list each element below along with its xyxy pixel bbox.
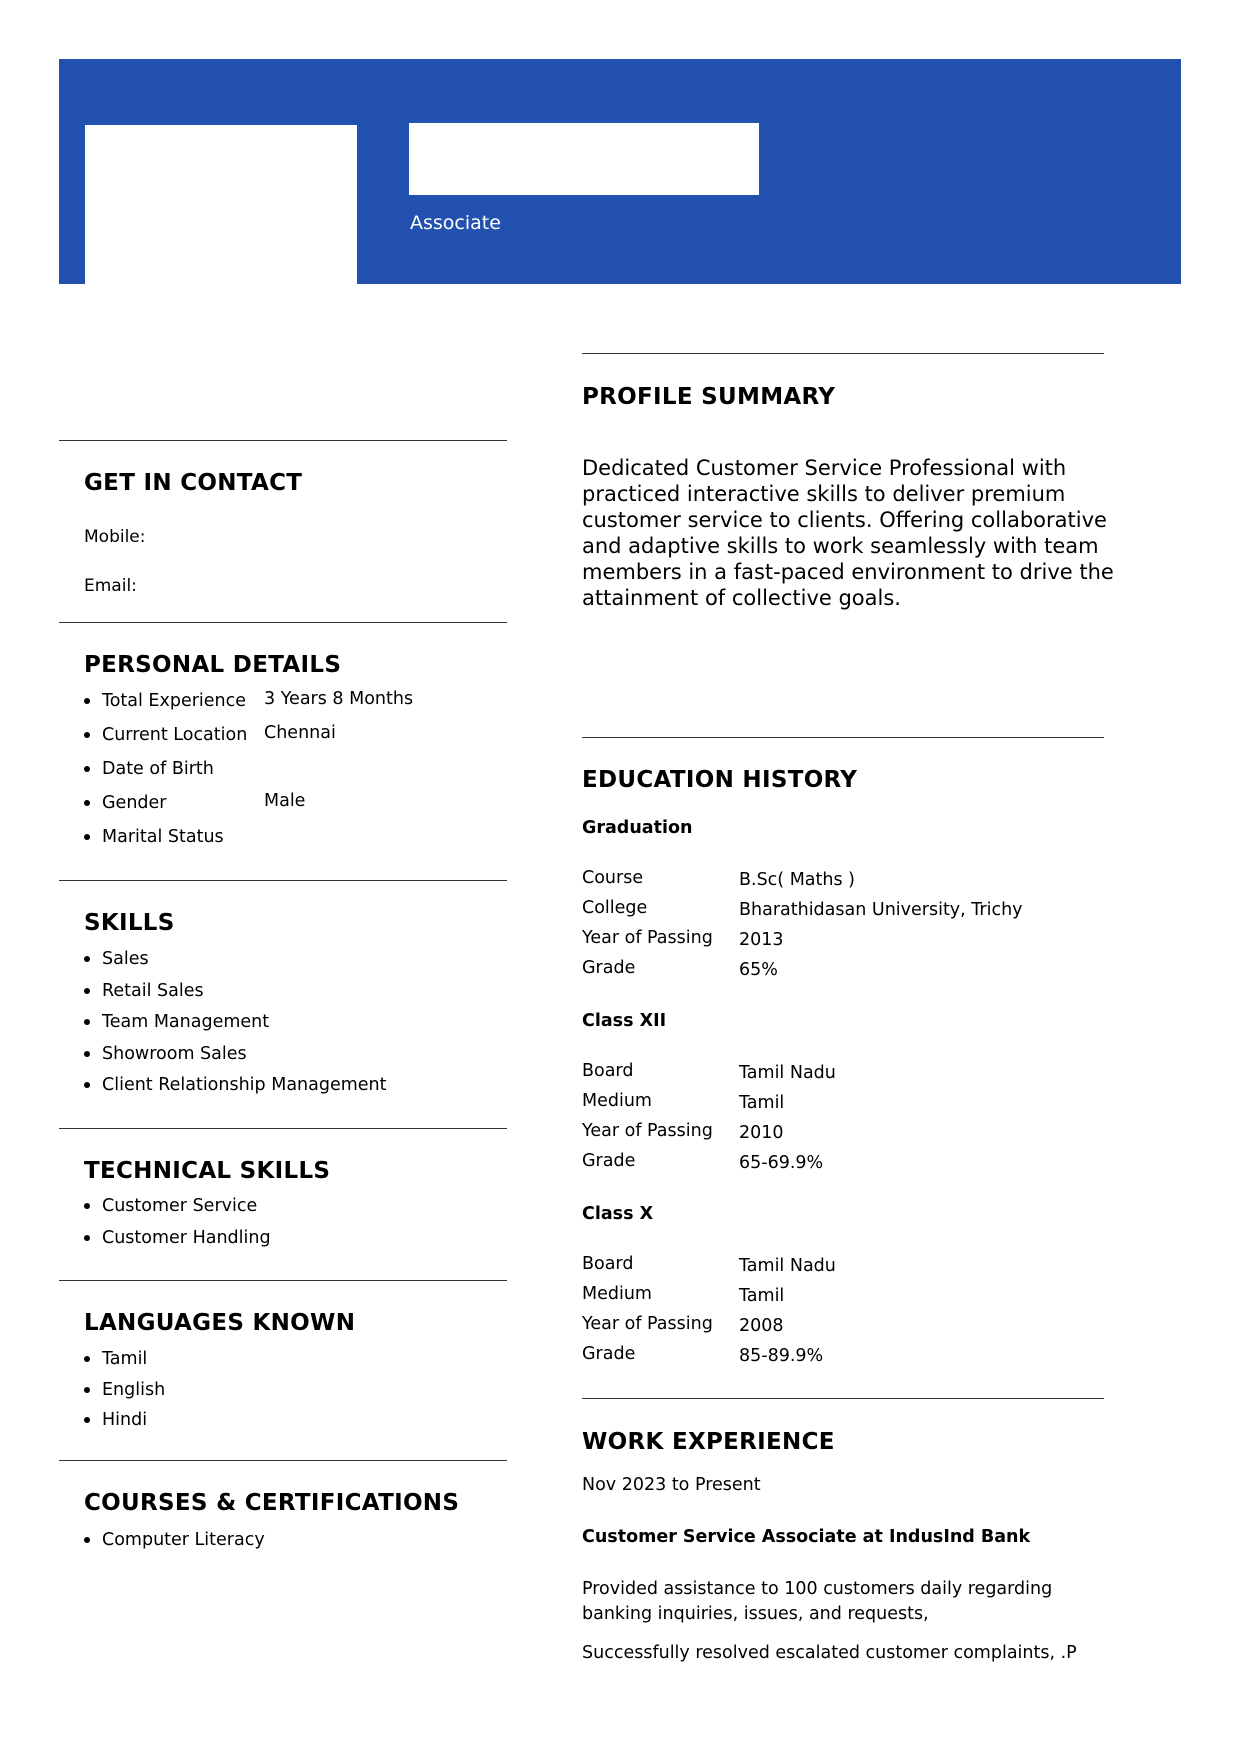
list-item: English xyxy=(84,1379,165,1410)
languages-heading: LANGUAGES KNOWN xyxy=(84,1310,356,1336)
table-row: Grade 65-69.9% xyxy=(582,1151,824,1173)
personal-details-heading: PERSONAL DETAILS xyxy=(84,652,342,678)
table-row: Year of Passing 2013 xyxy=(582,928,784,950)
list-item: Customer Handling xyxy=(84,1227,271,1259)
detail-key: Date of Birth xyxy=(102,759,214,779)
table-row: Medium Tamil xyxy=(582,1284,785,1306)
divider xyxy=(59,880,507,881)
table-row: College Bharathidasan University, Trichy xyxy=(582,898,1023,920)
work-period: Nov 2023 to Present xyxy=(582,1475,761,1495)
education-block-heading: Class X xyxy=(582,1204,654,1224)
list-item xyxy=(84,724,413,758)
courses-heading: COURSES & CERTIFICATIONS xyxy=(84,1490,460,1516)
list-item xyxy=(84,792,413,826)
profile-summary-heading: PROFILE SUMMARY xyxy=(582,384,836,410)
education-block-heading: Class XII xyxy=(582,1011,667,1031)
skills-list xyxy=(84,948,387,1106)
contact-heading: GET IN CONTACT xyxy=(84,470,303,496)
profile-photo-placeholder xyxy=(85,125,357,285)
job-role: Associate xyxy=(410,212,501,234)
table-row: Year of Passing 2008 xyxy=(582,1314,784,1336)
detail-key: Current Location xyxy=(102,725,248,745)
education-heading: EDUCATION HISTORY xyxy=(582,767,858,793)
list-item xyxy=(84,826,413,860)
languages-list xyxy=(84,1348,165,1440)
detail-key: Total Experience xyxy=(102,691,247,711)
list-item: Team Management xyxy=(84,1011,387,1043)
mobile-label: Mobile: xyxy=(84,527,146,547)
courses-list xyxy=(84,1529,265,1559)
divider xyxy=(582,737,1104,738)
work-point: Successfully resolved escalated customer complaints, .P xyxy=(582,1643,1077,1663)
profile-summary-text: Dedicated Customer Service Professional with practiced interactive skills to deliver premium customer service to clients. Offering collaborative and adaptive skills to work seamlessly with team members in a fast-paced environment to drive the attainment of collective goals. xyxy=(582,456,1114,610)
work-point: Provided assistance to 100 customers daily regarding banking inquiries, issues, and requests, xyxy=(582,1579,1053,1624)
divider xyxy=(59,1128,507,1129)
divider xyxy=(59,1460,507,1461)
work-experience-heading: WORK EXPERIENCE xyxy=(582,1429,835,1455)
education-table xyxy=(582,1060,836,1180)
detail-value: 3 Years 8 Months xyxy=(264,689,414,709)
name-placeholder xyxy=(409,123,759,195)
list-item: Client Relationship Management xyxy=(84,1074,387,1106)
divider xyxy=(59,440,507,441)
list-item: Hindi xyxy=(84,1409,165,1440)
list-item: Retail Sales xyxy=(84,980,387,1012)
table-row: Course B.Sc( Maths ) xyxy=(582,868,855,890)
table-row: Board Tamil Nadu xyxy=(582,1061,836,1083)
divider xyxy=(59,1280,507,1281)
detail-key: Gender xyxy=(102,793,167,813)
list-item: Showroom Sales xyxy=(84,1043,387,1075)
technical-skills-heading: TECHNICAL SKILLS xyxy=(84,1158,331,1184)
work-position: Customer Service Associate at IndusInd Bank xyxy=(582,1527,1031,1547)
list-item: Sales xyxy=(84,948,387,980)
personal-details-list xyxy=(84,690,413,860)
list-item xyxy=(84,758,413,792)
list-item: Computer Literacy xyxy=(84,1529,265,1559)
divider xyxy=(59,622,507,623)
detail-value: Chennai xyxy=(264,723,336,743)
table-row: Year of Passing 2010 xyxy=(582,1121,784,1143)
table-row: Grade 85-89.9% xyxy=(582,1344,824,1366)
table-row: Medium Tamil xyxy=(582,1091,785,1113)
education-table xyxy=(582,867,1023,987)
email-label: Email: xyxy=(84,576,137,596)
skills-heading: SKILLS xyxy=(84,910,175,936)
list-item: Tamil xyxy=(84,1348,165,1379)
divider xyxy=(582,1398,1104,1399)
list-item xyxy=(84,690,413,724)
detail-key: Marital Status xyxy=(102,827,224,847)
divider xyxy=(582,353,1104,354)
list-item: Customer Service xyxy=(84,1195,271,1227)
education-block-heading: Graduation xyxy=(582,818,693,838)
technical-skills-list xyxy=(84,1195,271,1259)
table-row: Grade 65% xyxy=(582,958,778,980)
education-table xyxy=(582,1253,836,1373)
table-row: Board Tamil Nadu xyxy=(582,1254,836,1276)
detail-value: Male xyxy=(264,791,306,811)
